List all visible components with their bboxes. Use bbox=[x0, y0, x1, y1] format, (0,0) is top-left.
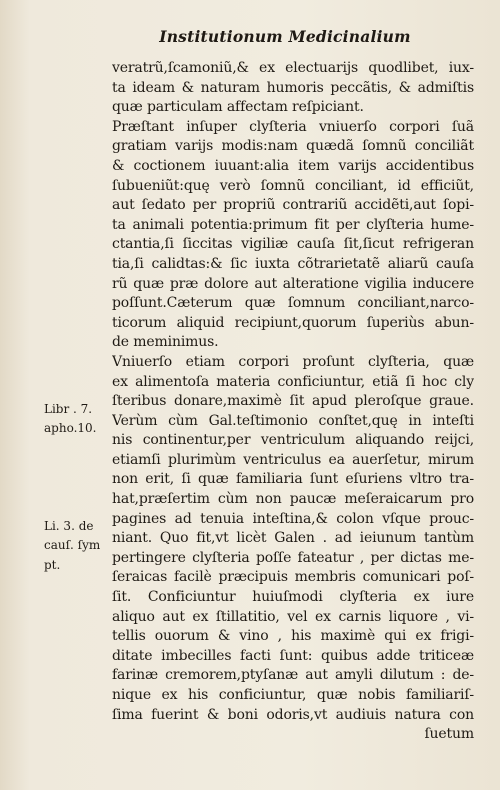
text-line: nis continentur,per ventriculum aliquando reijci, bbox=[112, 432, 474, 449]
running-header: Institutionum Medicinalium bbox=[159, 27, 411, 46]
text-line: veratrũ,ſcamoniũ,& ex electuarijs quodlibet, iux- bbox=[112, 60, 474, 76]
margin-note: apho.10. bbox=[44, 421, 97, 435]
text-line: etiamſi plurimùm ventriculus ea auerſetur, mirum bbox=[112, 451, 474, 468]
text-line: ſteribus donare,maximè ſit apud pleroſque graue. bbox=[112, 393, 474, 410]
catchword: ſuetum bbox=[424, 726, 474, 743]
text-line: aut ſedato per propriũ contrariũ accidẽti,aut ſopi- bbox=[112, 197, 474, 214]
margin-note: cauſ. ſym bbox=[44, 538, 101, 552]
text-line: ta ideam & naturam humoris peccãtis, & admiſtis bbox=[112, 79, 474, 96]
text-line: ſit. Conficiuntur huiuſmodi clyſteria ex iure bbox=[112, 589, 474, 606]
text-line: farinæ cremorem,ptyſanæ aut amyli dilutum : de- bbox=[112, 667, 474, 684]
main-text-block bbox=[112, 59, 474, 745]
margin-note: Li. 3. de bbox=[44, 519, 94, 533]
text-line: quæ particulam affectam reſpiciant. bbox=[112, 99, 364, 116]
text-line: hat,præſertim cùm non paucæ meſeraicarum pro bbox=[112, 491, 474, 508]
text-line: rũ quæ præ dolore aut alteratione vigilia inducere bbox=[112, 275, 474, 292]
margin-note: Libr . 7. bbox=[44, 402, 93, 416]
text-line: poſſunt.Cæterum quæ ſomnum conciliant,narco- bbox=[112, 295, 474, 312]
text-line: tia,ſi calidtas:& ſic iuxta cõtrarietatẽ aliarũ cauſa bbox=[112, 255, 474, 272]
text-line: aliquo aut ex ſtillatitio, vel ex carnis liquore , vi- bbox=[112, 608, 474, 625]
text-line: pertingere clyſteria poſſe fateatur , per dictas me- bbox=[112, 549, 474, 566]
text-line: ticorum aliquid recipiunt,quorum ſuperiùs abun- bbox=[112, 314, 474, 331]
margin-note: pt. bbox=[44, 558, 61, 572]
text-line: ſima fuerint & boni odoris,vt audiuis natura con bbox=[112, 706, 474, 723]
text-line: Præſtant inſuper clyſteria vniuerſo corpori ſuã bbox=[112, 118, 474, 135]
text-line: ex alimentoſa materia conficiuntur, etiã ſi hoc cly bbox=[112, 373, 474, 390]
text-line: non erit, ſi quæ familiaria ſunt eſuriens vltro tra- bbox=[112, 471, 474, 488]
text-line: gratiam varijs modis:nam quædã ſomnũ conciliãt bbox=[112, 138, 474, 155]
text-line: ditate imbecilles facti ſunt: quibus adde triticeæ bbox=[112, 647, 474, 664]
text-line: ta animali potentia:primum fit per clyſteria hume- bbox=[112, 216, 474, 233]
text-line: ſeraicas facilè præcipuis membris comunicari poſ- bbox=[112, 569, 474, 586]
text-line: ſubueniũt:quę verò ſomnũ conciliant, id efficiũt, bbox=[112, 177, 474, 194]
text-line: tellis ouorum & vino , his maximè qui ex frigi- bbox=[112, 628, 474, 645]
text-line: pagines ad tenuia inteſtina,& colon vſque prouc- bbox=[112, 510, 474, 527]
text-line: de meminimus. bbox=[112, 334, 219, 351]
text-line: nique ex his conficiuntur, quæ nobis familiariſ- bbox=[112, 687, 474, 703]
text-line: ctantia,ſi ſiccitas vigiliæ cauſa ſit,ſicut refrigeran bbox=[112, 236, 474, 253]
text-line: Verùm cùm Gal.teſtimonio conſtet,quę in inteſti bbox=[112, 412, 474, 429]
text-line: niant. Quo fit,vt licèt Galen . ad ieiunum tantùm bbox=[112, 530, 474, 547]
text-line: Vniuerſo etiam corpori proſunt clyſteria, quæ bbox=[112, 353, 474, 370]
text-line: & coctionem iuuant:alia item varijs accidentibus bbox=[112, 157, 474, 174]
